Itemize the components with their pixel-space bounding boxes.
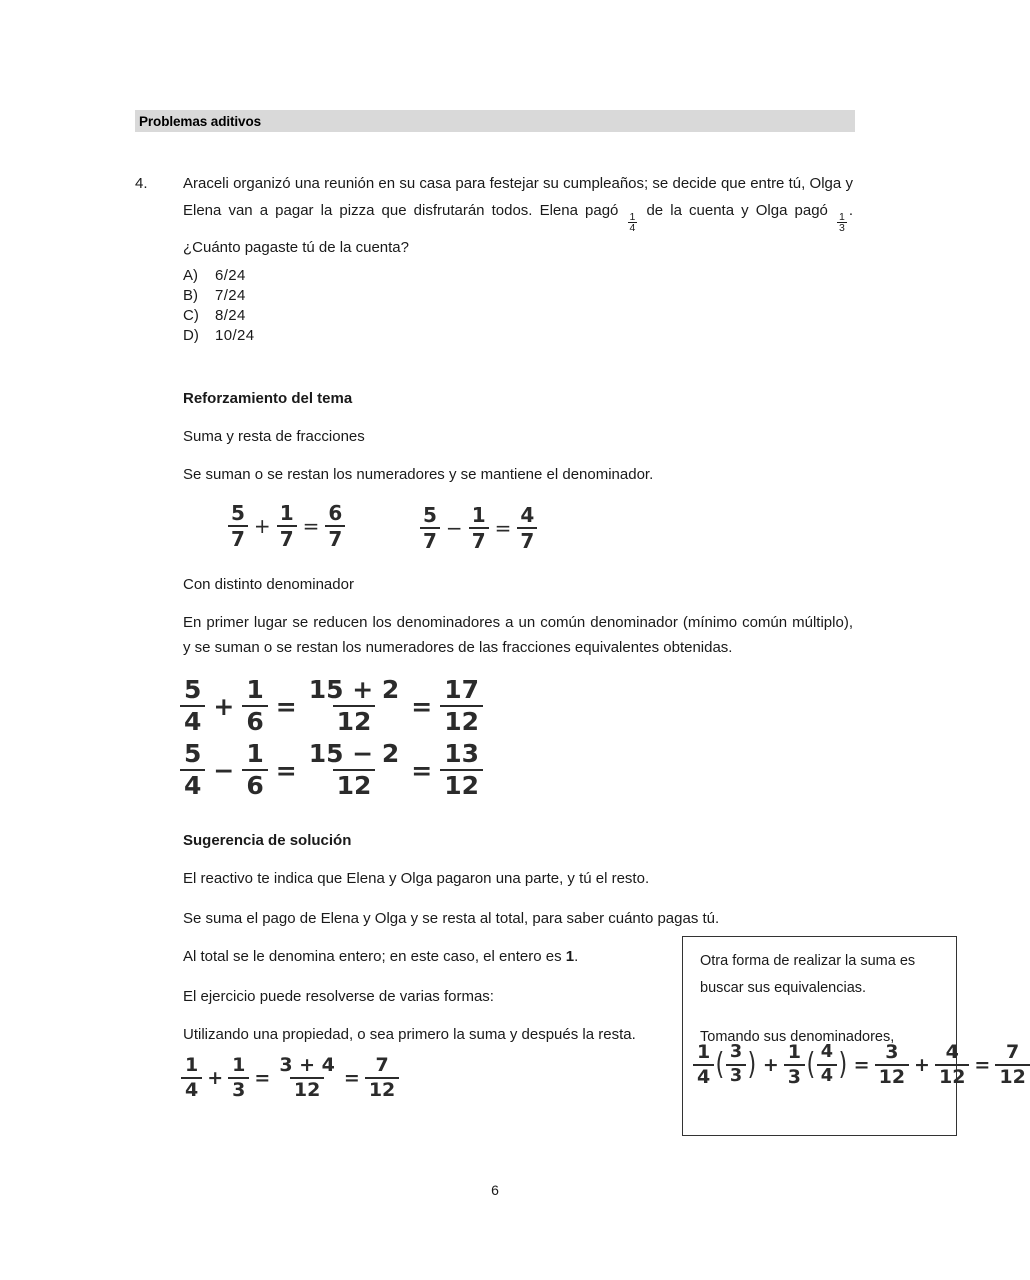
option-value: 6/24: [215, 267, 246, 284]
operator-plus: +: [914, 1054, 930, 1077]
fraction-denominator: 12: [935, 1064, 969, 1088]
fraction-numerator: 3: [729, 1042, 743, 1063]
operator-equals: =: [974, 1054, 991, 1077]
option-value: 8/24: [215, 307, 246, 324]
fraction-intermediate-sum: [305, 676, 404, 736]
fraction-denominator: 3: [228, 1077, 249, 1101]
solution-entero-value: 1: [565, 948, 575, 965]
fraction-numerator: 1: [279, 501, 294, 525]
inline-fraction-one-third: [837, 212, 847, 234]
fraction-numerator: 6: [328, 501, 343, 525]
fraction-three-thirds: [726, 1043, 746, 1087]
fraction-numerator: 1: [787, 1041, 802, 1063]
left-paren-glyph: (: [806, 1047, 816, 1083]
callout-paragraph-2: Tomando sus denominadores,: [700, 1029, 895, 1045]
rule-same-denominator: Se suman o se restan los numeradores y se mantiene el denominador.: [183, 466, 654, 483]
fraction-numerator: 1: [232, 1054, 246, 1076]
fraction-four-fourths: [817, 1043, 837, 1087]
equation-same-denominator-subtraction: [420, 504, 537, 553]
fraction-numerator: 4: [945, 1041, 959, 1063]
fraction-seven-twelfths: [365, 1055, 399, 1102]
fraction-denominator: 6: [242, 705, 267, 736]
operator-equals: =: [275, 755, 297, 785]
fraction-numerator: 4: [820, 1042, 833, 1063]
solution-heading: Sugerencia de solución: [183, 832, 352, 849]
factor-group-three-thirds: [714, 1043, 758, 1087]
operator-equals: =: [254, 1067, 271, 1090]
fraction-one-sixth: [242, 676, 267, 736]
question-text-part-3: . ¿Cuánto pagaste tú de la cuenta?: [183, 202, 854, 256]
fraction-numerator: 5: [231, 501, 245, 525]
fraction-denominator: 3: [726, 1064, 746, 1087]
equation-same-denominator-addition: [228, 502, 345, 551]
fraction-denominator: 7: [277, 525, 297, 550]
question-number: 4.: [135, 175, 148, 192]
fraction-numerator: 1: [839, 210, 845, 223]
fraction-one-sixth: [242, 740, 267, 800]
fraction-five-sevenths: [420, 504, 440, 553]
fraction-denominator: 4: [817, 1064, 837, 1087]
fraction-intermediate-sum: [275, 1055, 339, 1102]
question-text: [183, 170, 853, 261]
fraction-seventeen-twelfths: [440, 676, 483, 736]
solution-line-3-prefix: Al total se le denomina entero; en este caso, el entero es: [183, 948, 566, 965]
fraction-denominator: 4: [180, 769, 205, 800]
solution-line-2: Se suma el pago de Elena y Olga y se resta al total, para saber cuánto pagas tú.: [183, 910, 720, 927]
factor-group-four-fourths: [805, 1043, 849, 1087]
fraction-one-seventh: [277, 502, 297, 551]
fraction-numerator: 4: [520, 503, 535, 527]
fraction-seven-twelfths: [995, 1042, 1029, 1089]
fraction-numerator: 1: [246, 675, 264, 704]
option-value: 7/24: [215, 287, 246, 304]
section-header-label: Problemas aditivos: [139, 113, 261, 129]
fraction-intermediate-difference: [305, 740, 404, 800]
solution-line-5: Utilizando una propiedad, o sea primero la suma y después la resta.: [183, 1026, 636, 1043]
option-a[interactable]: [183, 266, 255, 286]
option-key: C): [183, 307, 199, 324]
operator-plus: +: [213, 691, 235, 721]
option-key: A): [183, 267, 198, 284]
callout-paragraph-1: Otra forma de realizar la suma es buscar sus equivalencias.: [700, 953, 916, 996]
equation-solution: [181, 1055, 399, 1102]
option-b[interactable]: [183, 286, 255, 306]
fraction-denominator: 4: [693, 1064, 714, 1088]
fraction-one-seventh: [469, 504, 489, 553]
fraction-numerator: 7: [1005, 1041, 1020, 1063]
operator-plus: +: [253, 514, 271, 539]
callout-text: [700, 948, 940, 1051]
solution-line-3: [183, 944, 663, 969]
fraction-denominator: 4: [180, 705, 205, 736]
fraction-denominator: 12: [333, 769, 376, 800]
option-key: D): [183, 327, 199, 344]
fraction-denominator: 3: [839, 222, 845, 235]
fraction-numerator: 1: [471, 503, 486, 527]
right-paren-glyph: ): [838, 1047, 848, 1083]
equation-callout-equivalences: [693, 1042, 1030, 1089]
fraction-five-fourths: [180, 740, 205, 800]
fraction-numerator: 15 − 2: [308, 739, 400, 768]
fraction-denominator: 12: [440, 769, 483, 800]
fraction-denominator: 7: [420, 527, 440, 552]
operator-minus: −: [213, 755, 235, 785]
question-block: [135, 170, 853, 261]
fraction-one-fourth: [693, 1042, 714, 1089]
operator-plus: +: [762, 1054, 779, 1077]
fraction-numerator: 1: [185, 1054, 199, 1076]
fraction-denominator: 3: [784, 1064, 805, 1088]
answer-options-list: [183, 266, 255, 346]
reinforcement-subtitle: Suma y resta de fracciones: [183, 428, 365, 445]
fraction-one-fourth: [181, 1055, 202, 1102]
operator-equals: =: [411, 755, 433, 785]
page-number: 6: [491, 1182, 499, 1198]
operator-equals: =: [494, 516, 512, 541]
fraction-numerator: 1: [697, 1041, 711, 1063]
callout-box: [682, 936, 1026, 1136]
option-c[interactable]: [183, 306, 255, 326]
option-value: 10/24: [215, 327, 255, 344]
fraction-denominator: 6: [242, 769, 267, 800]
fraction-numerator: 5: [184, 675, 202, 704]
equation-different-denominator-subtraction: [180, 740, 483, 800]
fraction-denominator: 12: [875, 1064, 909, 1088]
fraction-one-third: [784, 1042, 805, 1089]
fraction-numerator: 3: [885, 1041, 899, 1063]
section-header-bar: [135, 110, 855, 132]
fraction-numerator: 17: [444, 675, 480, 704]
heading-different-denominator: Con distinto denominador: [183, 576, 354, 593]
fraction-numerator: 1: [246, 739, 264, 768]
question-text-part-2: de la cuenta y Olga pagó: [646, 202, 828, 219]
solution-line-1: El reactivo te indica que Elena y Olga pagaron una parte, y tú el resto.: [183, 870, 650, 887]
inline-fraction-one-fourth: [628, 212, 638, 234]
operator-minus: −: [445, 516, 463, 541]
fraction-numerator: 15 + 2: [308, 675, 400, 704]
fraction-numerator: 3 + 4: [279, 1054, 335, 1076]
fraction-five-fourths: [180, 676, 205, 736]
fraction-numerator: 5: [184, 739, 202, 768]
fraction-numerator: 7: [375, 1054, 389, 1076]
fraction-thirteen-twelfths: [440, 740, 483, 800]
right-paren-glyph: ): [747, 1047, 757, 1083]
fraction-denominator: 12: [365, 1077, 399, 1101]
fraction-denominator: 12: [290, 1077, 324, 1101]
fraction-four-sevenths: [517, 504, 537, 553]
operator-equals: =: [343, 1067, 360, 1090]
question-text-part-1: Araceli organizó una reunión en su casa para festejar su cumpleaños; se decide que entre tú, Olga y Elena van a pagar la pizza que disfrutarán todos. Elena pagó: [183, 175, 853, 219]
rule-different-denominator: En primer lugar se reducen los denominadores a un común denominador (mínimo común múltiplo), y se suman o se restan los numeradores de las fracciones equivalentes obtenidas.: [183, 614, 853, 656]
operator-equals: =: [411, 691, 433, 721]
operator-equals: =: [853, 1054, 870, 1077]
fraction-denominator: 12: [333, 705, 376, 736]
operator-plus: +: [207, 1067, 224, 1090]
fraction-denominator: 7: [517, 527, 537, 552]
fraction-denominator: 4: [629, 222, 636, 235]
fraction-numerator: 5: [423, 503, 437, 527]
fraction-six-sevenths: [325, 502, 345, 551]
fraction-numerator: 1: [629, 210, 636, 223]
fraction-numerator: 13: [444, 739, 480, 768]
fraction-denominator: 7: [325, 525, 345, 550]
solution-line-3-suffix: .: [574, 948, 579, 965]
option-key: B): [183, 287, 198, 304]
fraction-four-twelfths: [935, 1042, 969, 1089]
option-d[interactable]: [183, 326, 255, 346]
solution-line-4: El ejercicio puede resolverse de varias formas:: [183, 988, 494, 1005]
reinforcement-heading: Reforzamiento del tema: [183, 390, 353, 407]
fraction-denominator: 7: [228, 525, 248, 550]
fraction-denominator: 12: [440, 705, 483, 736]
fraction-five-sevenths: [228, 502, 248, 551]
fraction-denominator: 12: [995, 1064, 1029, 1088]
operator-equals: =: [302, 514, 320, 539]
fraction-three-twelfths: [875, 1042, 909, 1089]
fraction-one-third: [228, 1055, 249, 1102]
equation-different-denominator-addition: [180, 676, 483, 736]
fraction-denominator: 4: [181, 1077, 202, 1101]
fraction-denominator: 7: [469, 527, 489, 552]
left-paren-glyph: (: [715, 1047, 725, 1083]
operator-equals: =: [275, 691, 297, 721]
